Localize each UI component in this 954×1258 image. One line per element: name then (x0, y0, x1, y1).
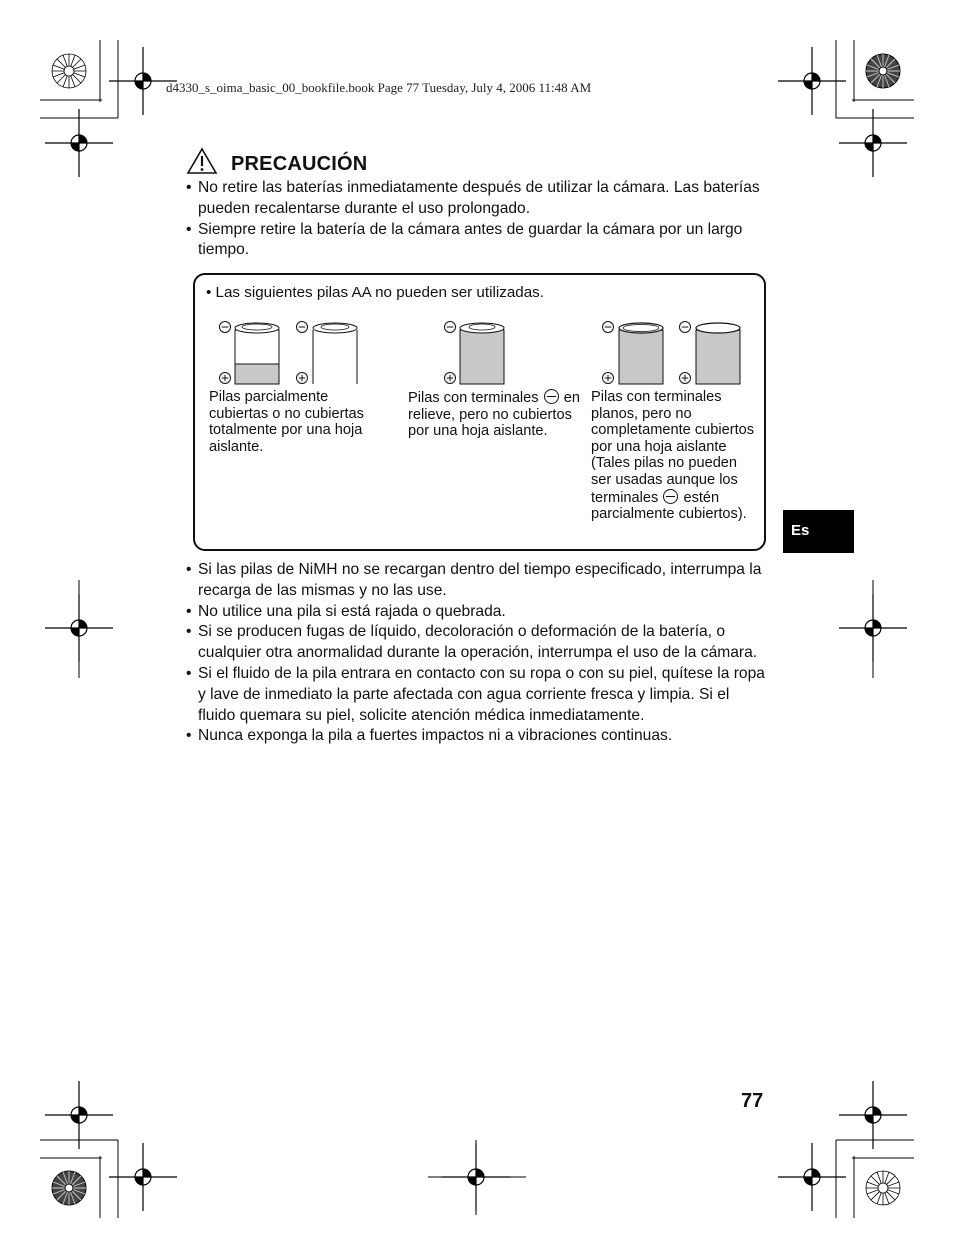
caution-title: PRECAUCIÓN (231, 153, 368, 175)
caption-text: Pilas con terminales (408, 390, 539, 406)
caption-text: Pilas con terminales planos, pero no completamente cubiertos por una hoja aislante (Tales pilas no pueden ser usadas aunque los terminales (591, 389, 755, 506)
caption-flat-terminal (591, 389, 761, 523)
list-item: • No retire las baterías inmediatamente después de utilizar la cámara. Las baterías pueden recalentarse durante el uso prolongado. (186, 178, 766, 220)
caption-raised-terminal (408, 389, 583, 440)
caption-partial-cover: Pilas parcialmente cubiertas o no cubiertas totalmente por una hoja aislante. (209, 389, 364, 455)
list-item: • Nunca exponga la pila a fuertes impactos ni a vibraciones continuas. (186, 726, 766, 747)
list-item: • No utilice una pila si está rajada o quebrada. (186, 602, 766, 623)
warning-triangle-icon (186, 147, 218, 180)
list-item: • Si el fluido de la pila entrara en contacto con su ropa o con su piel, quítese la ropa y lave de inmediato la parte afectada con agua corriente fresca y limpia. Si el fluido quemara su piel, solicite atención médica inmediatamente. (186, 664, 766, 726)
language-tab-es: Es (783, 510, 854, 553)
list-item: • Si se producen fugas de líquido, decoloración o deformación de la batería, o cualquier otra anormalidad durante la operación, interrumpa el uso de la cámara. (186, 622, 766, 664)
minus-terminal-icon (544, 389, 559, 404)
page-number: 77 (741, 1090, 764, 1112)
caution-list-top (186, 178, 766, 261)
list-item: • Si las pilas de NiMH no se recargan dentro del tiempo especificado, interrumpa la recarga de las mismas y no las use. (186, 560, 766, 602)
minus-terminal-icon (663, 489, 678, 504)
caption-text: en relieve, pero no cubiertos por una hoja aislante. (408, 390, 580, 440)
caution-list-bottom (186, 560, 766, 747)
caption-text: estén parcialmente cubiertos). (591, 489, 747, 523)
list-item: • Siempre retire la batería de la cámara antes de guardar la cámara por un largo tiempo. (186, 220, 766, 262)
box-intro: • Las siguientes pilas AA no pueden ser utilizadas. (206, 284, 544, 301)
print-file-info: d4330_s_oima_basic_00_bookfile.book Page 77 Tuesday, July 4, 2006 11:48 AM (166, 80, 592, 95)
